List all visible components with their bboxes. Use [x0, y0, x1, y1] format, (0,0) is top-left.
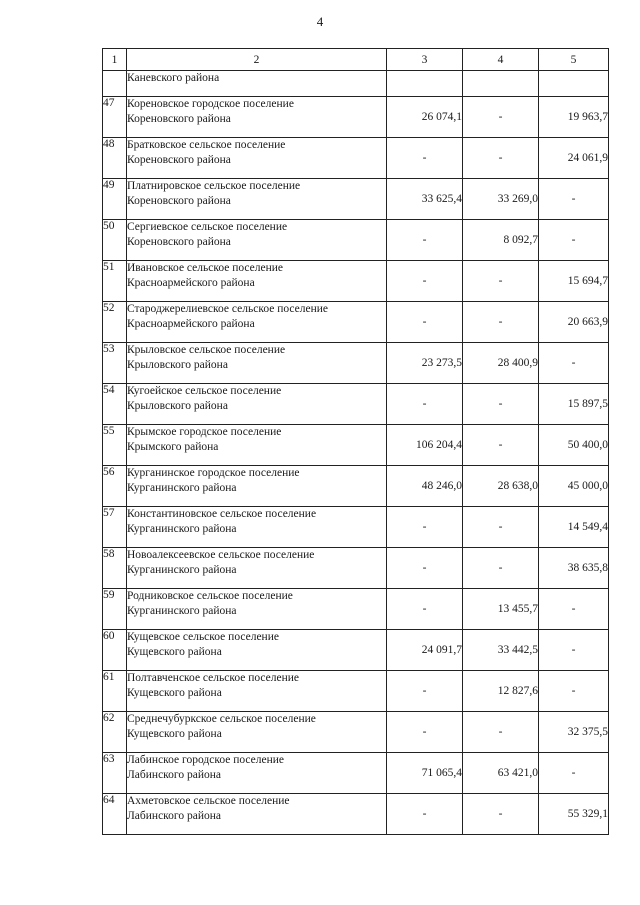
value-cell-col4: -	[463, 261, 539, 302]
row-number-cell: 59	[103, 589, 127, 630]
value-cell-col4: -	[463, 794, 539, 835]
column-header-1: 1	[103, 49, 127, 71]
table-row	[103, 794, 609, 835]
table-row	[103, 630, 609, 671]
settlement-name-line1: Ахметовское сельское поселение	[127, 795, 290, 807]
column-header-4: 4	[463, 49, 539, 71]
settlement-name-line1: Братковское сельское поселение	[127, 139, 286, 151]
settlement-name-line1: Староджерелиевское сельское поселение	[127, 303, 329, 315]
value-cell-col5: 19 963,7	[539, 97, 609, 138]
settlement-name-cell	[127, 753, 387, 794]
settlement-name-line1: Сергиевское сельское поселение	[127, 221, 288, 233]
page-number: 4	[316, 14, 324, 29]
value-cell-col5: -	[539, 220, 609, 261]
table-row	[103, 384, 609, 425]
settlement-name-cell	[127, 425, 387, 466]
row-number-cell: 52	[103, 302, 127, 343]
settlement-name-line1: Курганинское городское поселение	[127, 467, 300, 479]
row-number-cell: 62	[103, 712, 127, 753]
settlement-name-line2: Кореновского района	[127, 153, 231, 166]
value-cell-col5: -	[539, 589, 609, 630]
table-row	[103, 753, 609, 794]
settlement-name-cell	[127, 671, 387, 712]
value-cell-col3: -	[387, 671, 463, 712]
row-number-cell: 49	[103, 179, 127, 220]
value-cell-col4: -	[463, 97, 539, 138]
settlement-name-line2: Кущевского района	[127, 727, 222, 740]
table-row	[103, 589, 609, 630]
value-cell-col3: 24 091,7	[387, 630, 463, 671]
settlement-name-cell	[127, 466, 387, 507]
table-row	[103, 302, 609, 343]
settlement-name-line1: Крыловское сельское поселение	[127, 344, 286, 356]
value-cell-col4: 8 092,7	[463, 220, 539, 261]
settlement-name-line1: Полтавченское сельское поселение	[127, 672, 300, 684]
value-cell-col4: -	[463, 712, 539, 753]
settlement-name-cell	[127, 507, 387, 548]
settlement-name-line2: Кореновского района	[127, 235, 231, 248]
value-cell-col5: 15 694,7	[539, 261, 609, 302]
value-cell-col5: 50 400,0	[539, 425, 609, 466]
table-row	[103, 261, 609, 302]
value-cell-col3: 48 246,0	[387, 466, 463, 507]
value-cell-col3: -	[387, 794, 463, 835]
value-cell-col4: -	[463, 384, 539, 425]
settlement-name-cell	[127, 343, 387, 384]
table-row	[103, 507, 609, 548]
settlement-name-line1: Кореновское городское поселение	[127, 98, 294, 110]
row-number-cell: 58	[103, 548, 127, 589]
settlement-name-line1: Среднечубуркское сельское поселение	[127, 713, 316, 725]
value-cell-col5: -	[539, 343, 609, 384]
value-cell-col4: -	[463, 302, 539, 343]
table-row-continuation	[103, 71, 609, 97]
settlement-name-line1: Крымское городское поселение	[127, 426, 282, 438]
row-number-cell: 61	[103, 671, 127, 712]
settlement-name-cell	[127, 302, 387, 343]
value-cell-col4: -	[463, 507, 539, 548]
value-cell-col4: 12 827,6	[463, 671, 539, 712]
value-cell-col3	[387, 71, 463, 97]
settlement-name-line2: Красноармейского района	[127, 276, 255, 289]
table-row	[103, 138, 609, 179]
settlement-name-cell	[127, 261, 387, 302]
row-number-cell: 57	[103, 507, 127, 548]
value-cell-col5: 55 329,1	[539, 794, 609, 835]
value-cell-col4: 33 442,5	[463, 630, 539, 671]
settlement-name-line2: Кущевского района	[127, 645, 222, 658]
settlement-name-line1: Кущевское сельское поселение	[127, 631, 279, 643]
settlement-name-line1: Платнировское сельское поселение	[127, 180, 301, 192]
value-cell-col4: 28 400,9	[463, 343, 539, 384]
settlement-name-cell	[127, 630, 387, 671]
value-cell-col5: 20 663,9	[539, 302, 609, 343]
row-number-cell: 64	[103, 794, 127, 835]
value-cell-col5: -	[539, 179, 609, 220]
value-cell-col5: 38 635,8	[539, 548, 609, 589]
settlement-name-cell	[127, 179, 387, 220]
value-cell-col3: -	[387, 589, 463, 630]
row-number-cell: 63	[103, 753, 127, 794]
value-cell-col5	[539, 71, 609, 97]
row-number-cell	[103, 71, 127, 97]
column-header-3: 3	[387, 49, 463, 71]
settlement-name-cell: Каневского района	[127, 71, 387, 97]
settlement-name-line2: Курганинского района	[127, 604, 237, 617]
value-cell-col5: 15 897,5	[539, 384, 609, 425]
settlement-name-line2: Красноармейского района	[127, 317, 255, 330]
value-cell-col5: 14 549,4	[539, 507, 609, 548]
value-cell-col4: 63 421,0	[463, 753, 539, 794]
table-header-row	[103, 49, 609, 71]
settlement-name-line1: Новоалексеевское сельское поселение	[127, 549, 315, 561]
settlement-name-line2: Крыловского района	[127, 399, 228, 412]
settlement-name-line2: Кореновского района	[127, 194, 231, 207]
row-number-cell: 48	[103, 138, 127, 179]
settlement-name-cell	[127, 712, 387, 753]
value-cell-col5: 45 000,0	[539, 466, 609, 507]
row-number-cell: 54	[103, 384, 127, 425]
value-cell-col3: -	[387, 138, 463, 179]
table-row	[103, 179, 609, 220]
value-cell-col4: -	[463, 425, 539, 466]
settlement-name-line2: Курганинского района	[127, 522, 237, 535]
value-cell-col5: 32 375,5	[539, 712, 609, 753]
table-row	[103, 97, 609, 138]
settlement-name-line1: Родниковское сельское поселение	[127, 590, 293, 602]
value-cell-col4: -	[463, 138, 539, 179]
value-cell-col3: 106 204,4	[387, 425, 463, 466]
value-cell-col3: 71 065,4	[387, 753, 463, 794]
value-cell-col3: -	[387, 261, 463, 302]
value-cell-col4: 33 269,0	[463, 179, 539, 220]
row-number-cell: 47	[103, 97, 127, 138]
row-number-cell: 55	[103, 425, 127, 466]
settlement-name-line1: Ивановское сельское поселение	[127, 262, 284, 274]
row-number-cell: 56	[103, 466, 127, 507]
row-number-cell: 60	[103, 630, 127, 671]
settlement-name-line2: Кущевского района	[127, 686, 222, 699]
column-header-2: 2	[127, 49, 387, 71]
value-cell-col3: -	[387, 384, 463, 425]
settlement-name-line1: Кугоейское сельское поселение	[127, 385, 282, 397]
value-cell-col4: 28 638,0	[463, 466, 539, 507]
value-cell-col3: 26 074,1	[387, 97, 463, 138]
table-row	[103, 220, 609, 261]
settlement-name-line2: Крыловского района	[127, 358, 228, 371]
settlement-name-line2: Курганинского района	[127, 481, 237, 494]
row-number-cell: 51	[103, 261, 127, 302]
value-cell-col5: 24 061,9	[539, 138, 609, 179]
row-number-cell: 50	[103, 220, 127, 261]
value-cell-col3: -	[387, 220, 463, 261]
value-cell-col5: -	[539, 671, 609, 712]
value-cell-col4: 13 455,7	[463, 589, 539, 630]
table-row	[103, 712, 609, 753]
settlement-name-cell	[127, 589, 387, 630]
settlement-name-line2: Кореновского района	[127, 112, 231, 125]
settlement-name-cell	[127, 220, 387, 261]
settlement-name-cell	[127, 548, 387, 589]
table-row	[103, 548, 609, 589]
value-cell-col3: -	[387, 507, 463, 548]
table-row	[103, 425, 609, 466]
settlement-name-line2: Крымского района	[127, 440, 219, 453]
settlement-name-line2: Лабинского района	[127, 809, 221, 822]
value-cell-col3: -	[387, 548, 463, 589]
value-cell-col3: -	[387, 712, 463, 753]
value-cell-col3: 33 625,4	[387, 179, 463, 220]
table-row	[103, 671, 609, 712]
table-row	[103, 466, 609, 507]
value-cell-col4	[463, 71, 539, 97]
value-cell-col3: -	[387, 302, 463, 343]
settlement-name-line1: Лабинское городское поселение	[127, 754, 285, 766]
value-cell-col5: -	[539, 753, 609, 794]
value-cell-col4: -	[463, 548, 539, 589]
settlement-name-cell	[127, 97, 387, 138]
row-number-cell: 53	[103, 343, 127, 384]
value-cell-col5: -	[539, 630, 609, 671]
column-header-5: 5	[539, 49, 609, 71]
settlement-name-line2: Курганинского района	[127, 563, 237, 576]
settlement-name-cell	[127, 384, 387, 425]
settlement-name-line1: Константиновское сельское поселение	[127, 508, 317, 520]
data-table	[102, 48, 609, 835]
table-row	[103, 343, 609, 384]
settlement-name-cell	[127, 794, 387, 835]
settlement-name-cell	[127, 138, 387, 179]
settlement-name-line2: Лабинского района	[127, 768, 221, 781]
value-cell-col3: 23 273,5	[387, 343, 463, 384]
